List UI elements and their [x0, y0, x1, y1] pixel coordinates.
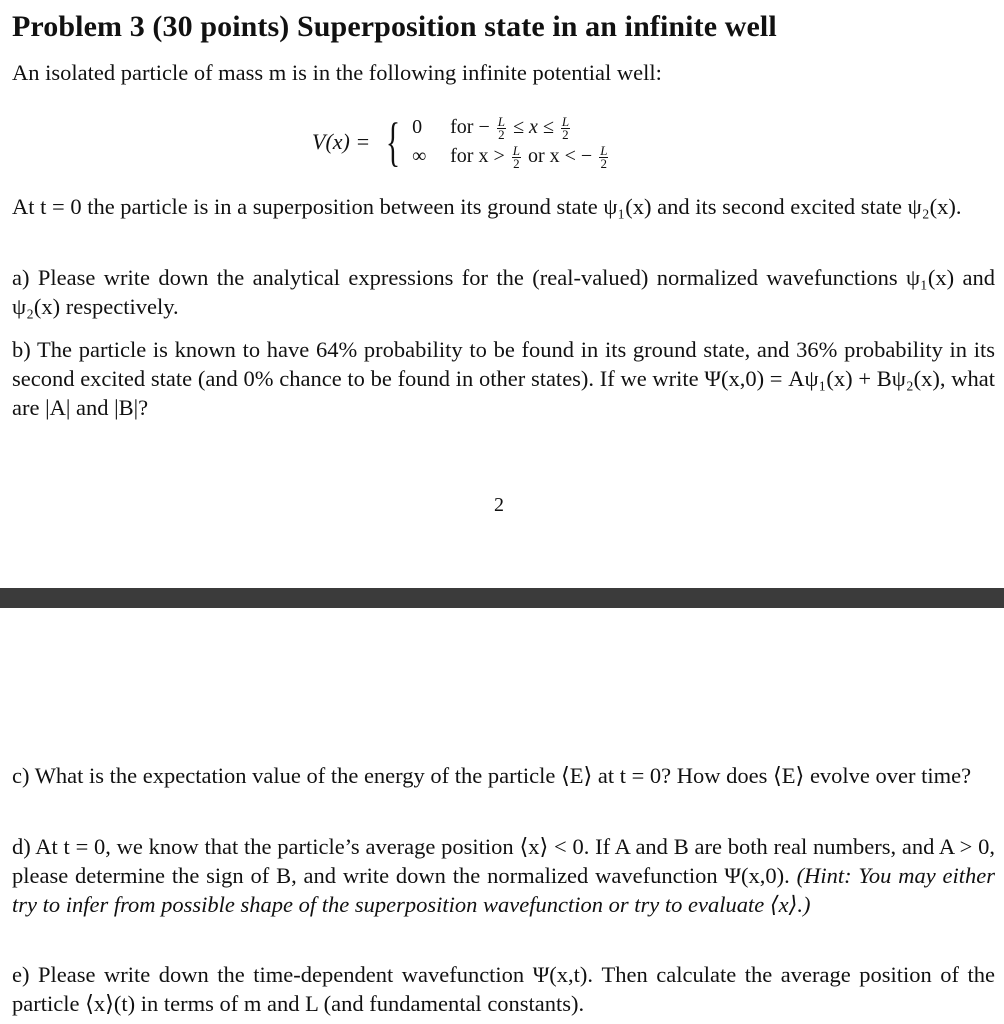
initial-state-paragraph: At t = 0 the particle is in a superposition between its ground state ψ₁(x) and its second excited state ψ₂(x).	[12, 194, 962, 219]
fraction-L-over-2: $\frac{L}{2}$	[600, 142, 608, 171]
part-d-question: d) At t = 0, we know that the particle’s average position ⟨x⟩ < 0. If A and B are both real numbers, and A > 0, please determine the sign of B, and write down the normalized wavefunction Ψ(x,0).	[12, 834, 995, 888]
equation-case-2	[412, 142, 750, 171]
part-d-hint: (Hint: You may either try to infer from possible shape of the superposition wavefunction or try to evaluate ⟨x⟩.)	[12, 863, 995, 917]
part-c: c) What is the expectation value of the energy of the particle ⟨E⟩ at t = 0? How does ⟨E⟩ evolve over time?	[12, 763, 972, 788]
equation-cases	[412, 113, 750, 171]
case-2-condition: for x > $\frac{L}{2}$ or x < − $\frac{L}{2}$	[450, 142, 608, 171]
part-d	[12, 832, 995, 919]
fraction-L-over-2: $\frac{L}{2}$	[512, 142, 520, 171]
page-number: 2	[494, 494, 504, 516]
equation-case-1	[412, 113, 750, 142]
part-e: e) Please write down the time-dependent wavefunction Ψ(x,t). Then calculate the average position of the particle ⟨x⟩(t) in terms of m and L (and fundamental constants).	[12, 962, 995, 1016]
case-2-value: ∞	[412, 145, 427, 167]
fraction-L-over-2: $\frac{L}{2}$	[497, 113, 505, 142]
problem-title: Problem 3 (30 points) Superposition state in an infinite well	[12, 10, 777, 43]
fraction-L-over-2: $\frac{L}{2}$	[561, 113, 570, 142]
intro-text: An isolated particle of mass m is in the following infinite potential well:	[12, 60, 662, 85]
potential-equation	[312, 112, 750, 172]
left-brace: {	[386, 112, 401, 172]
part-b: b) The particle is known to have 64% probability to be found in its ground state, and 36% probability in its second excited state (and 0% chance to be found in other states). If we write Ψ(x,0) = Aψ₁(x) + Bψ₂(x), what are |A| and |B|?	[12, 337, 995, 420]
part-a: a) Please write down the analytical expressions for the (real-valued) normalized wavefunctions ψ₁(x) and ψ₂(x) respectively.	[12, 265, 995, 319]
case-1-condition: for − $\frac{L}{2}$ ≤ x ≤ $\frac{L}{2}$	[450, 113, 570, 142]
equation-lhs: V(x) =	[312, 129, 371, 154]
case-1-value: 0	[412, 116, 423, 138]
page-separator	[0, 588, 1004, 608]
